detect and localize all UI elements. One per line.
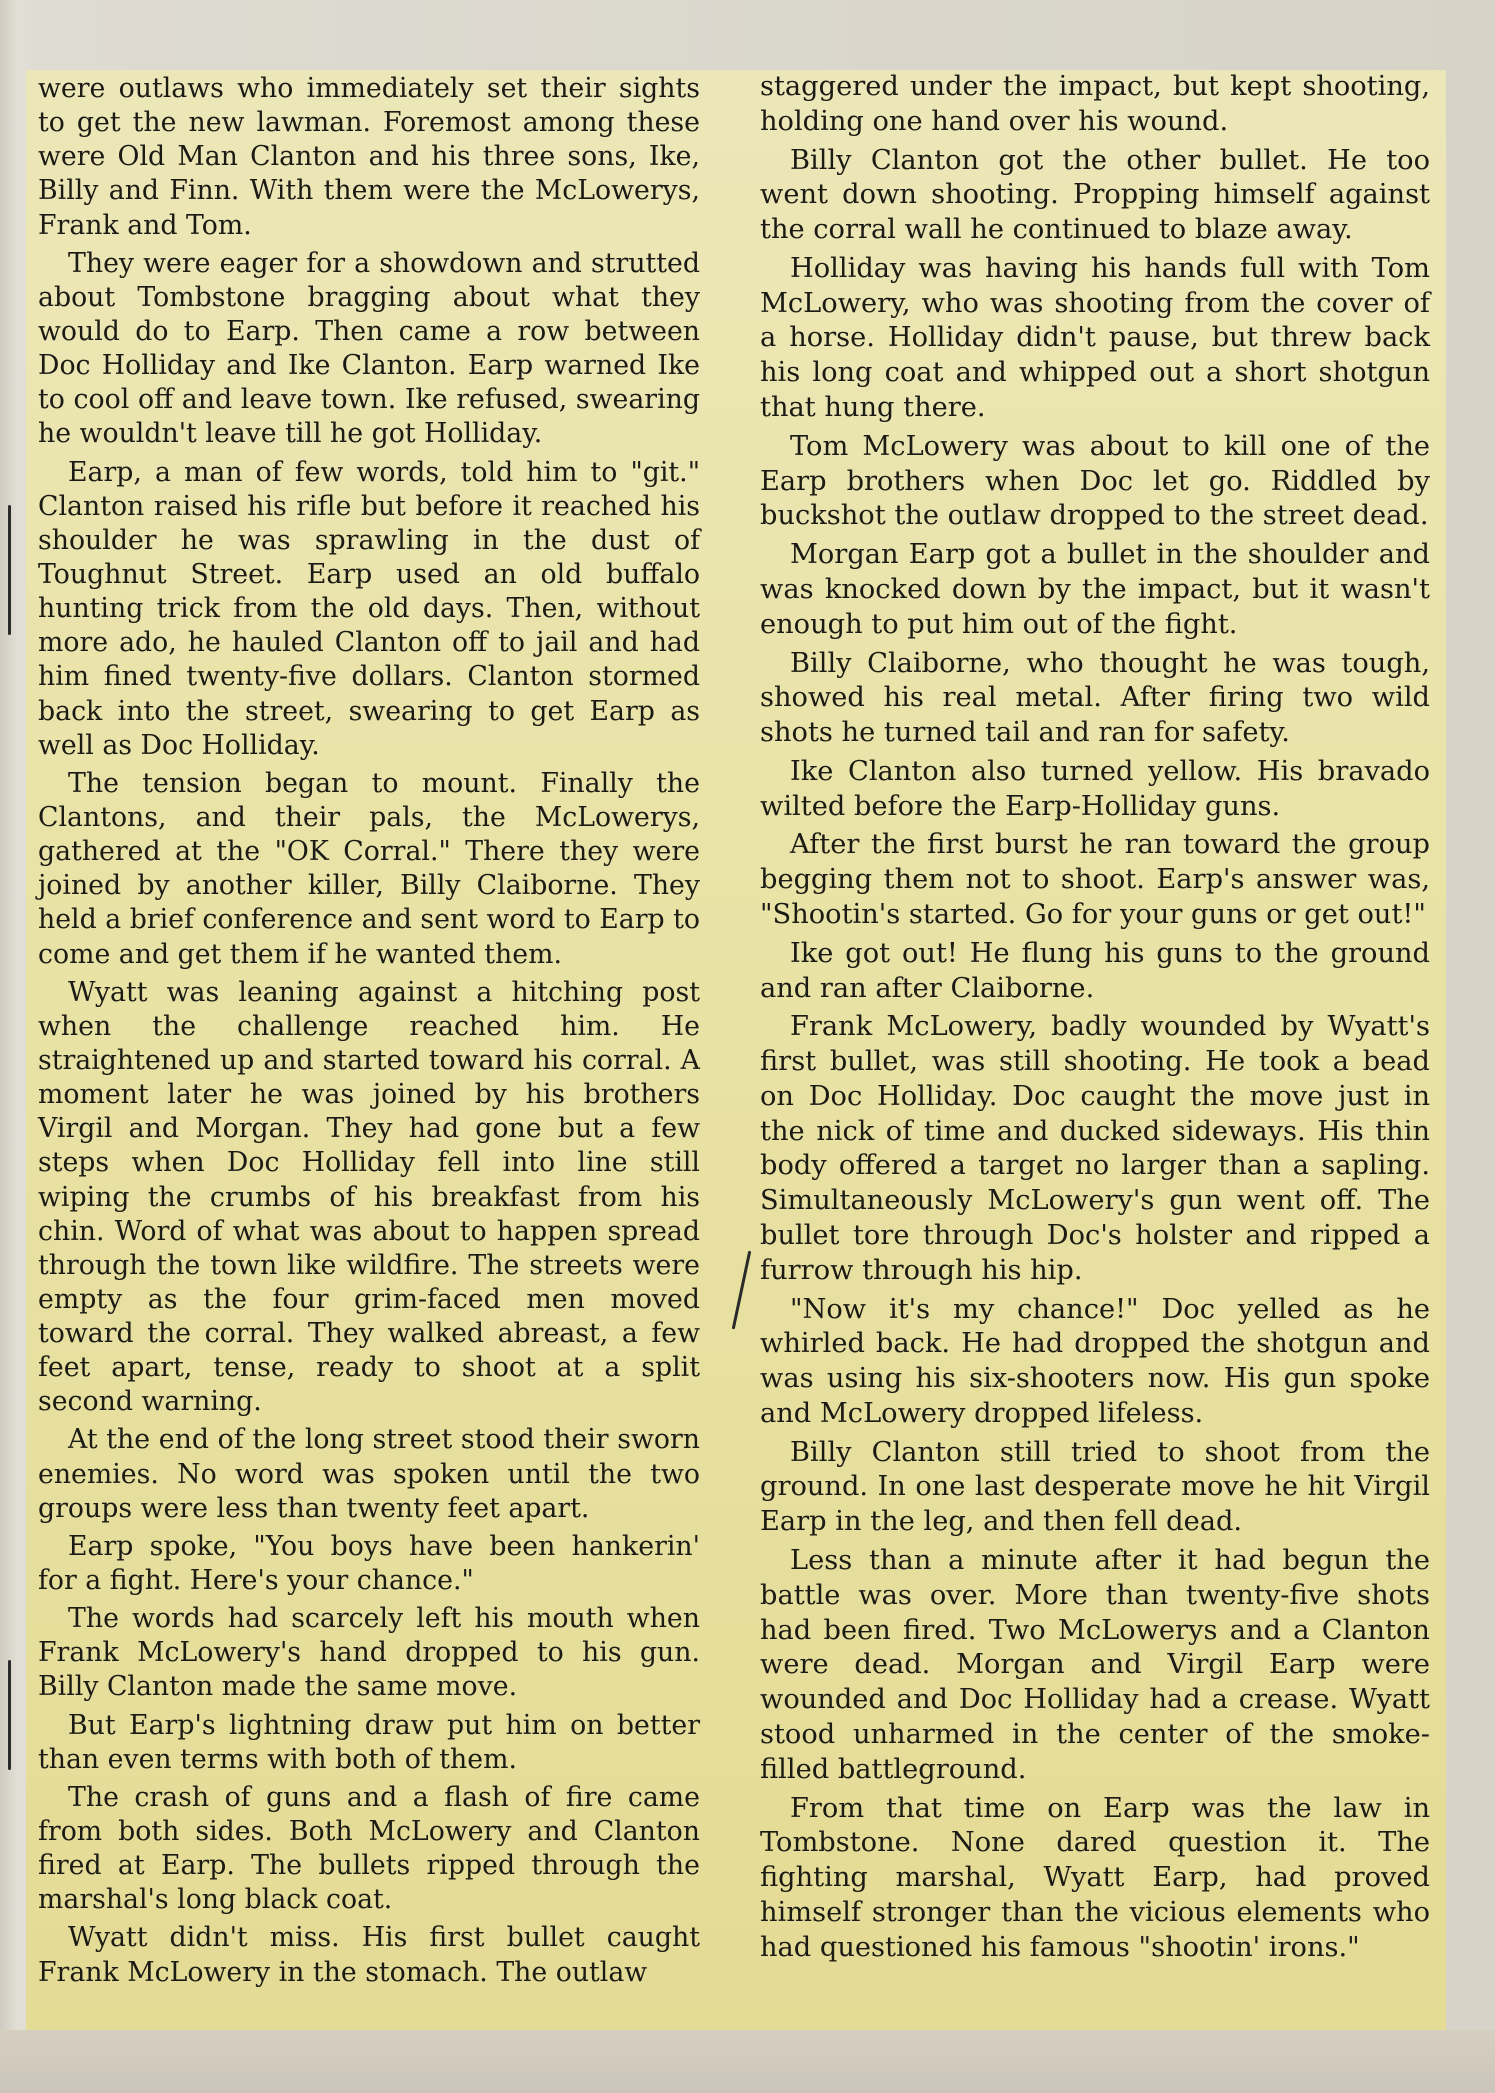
- paragraph: The tension began to mount. Finally the Clantons, and their pals, the McLowerys, gathered at the "OK Corral." There they were joined by another killer, Billy Claiborne. They held a brief conference and sent word to Earp to come and get them if he wanted them.: [38, 767, 700, 970]
- paragraph: Ike got out! He flung his guns to the ground and ran after Claiborne.: [760, 937, 1430, 1004]
- page-bottom-edge: [0, 2030, 1495, 2093]
- paragraph: Morgan Earp got a bullet in the shoulder and was knocked down by the impact, but it wasn't enough to put him out of the fight.: [760, 539, 1430, 640]
- left-text-column: [38, 72, 700, 1990]
- paragraph: Billy Clanton still tried to shoot from the ground. In one last desperate move he hit Virgil Earp in the leg, and then fell dead.: [760, 1436, 1430, 1538]
- paragraph: Wyatt was leaning against a hitching post when the challenge reached him. He straightened up and started toward his corral. A moment later he was joined by his brothers Virgil and Morgan. They had gone but a few steps when Doc Holliday fell into line still wiping the crumbs of his breakfast from his chin. Word of what was about to happen spread through the town like wildfire. The streets were empty as the four grim-faced men moved toward the corral. They walked abreast, a few feet apart, tense, ready to shoot at a split second warning.: [38, 976, 700, 1418]
- paragraph: Wyatt didn't miss. His first bullet caught Frank McLowery in the stomach. The outlaw: [38, 1922, 700, 1988]
- paragraph: They were eager for a showdown and strutted about Tombstone bragging about what they would do to Earp. Then came a row between Doc Holliday and Ike Clanton. Earp warned Ike to cool off and leave town. Ike refused, swearing he wouldn't leave till he got Holliday.: [38, 247, 700, 450]
- paragraph: Earp spoke, "You boys have been hankerin' for a fight. Here's your chance.": [38, 1530, 700, 1597]
- paragraph: Less than a minute after it had begun the battle was over. More than twenty-five shots had been fired. Two McLowerys and a Clanton were dead. Morgan and Virgil Earp were wounded and Doc Holliday had a crease. Wyatt stood unharmed in the center of the smoke-filled battleground.: [760, 1545, 1430, 1785]
- paragraph: From that time on Earp was the law in Tombstone. None dared question it. The fighting marshal, Wyatt Earp, had proved himself stronger than the vicious elements who had questioned his famous "shootin' irons.": [760, 1792, 1430, 1963]
- paragraph: Frank McLowery, badly wounded by Wyatt's first bullet, was still shooting. He took a bead on Doc Holliday. Doc caught the move just in the nick of time and ducked sideways. His thin body offered a target no larger than a sapling. Simultaneously McLowery's gun went off. The bullet tore through Doc's holster and ripped a furrow through his hip.: [760, 1011, 1430, 1286]
- paragraph: Holliday was having his hands full with Tom McLowery, who was shooting from the cover of a horse. Holliday didn't pause, but threw back his long coat and whipped out a short shotgun that hung there.: [760, 252, 1430, 424]
- paragraph: The crash of guns and a flash of fire came from both sides. Both McLowery and Clanton fired at Earp. The bullets ripped through the marshal's long black coat.: [38, 1781, 700, 1916]
- paragraph: After the first burst he ran toward the group begging them not to shoot. Earp's answer was, "Shootin's started. Go for your guns or get out!": [760, 829, 1430, 930]
- right-text-column: [760, 70, 1430, 1965]
- paragraph: At the end of the long street stood their sworn enemies. No word was spoken until the two groups were less than twenty feet apart.: [38, 1424, 700, 1524]
- paragraph: Billy Clanton got the other bullet. He too went down shooting. Propping himself against the corral wall he continued to blaze away.: [760, 144, 1430, 246]
- paragraph: were outlaws who immediately set their sights to get the new lawman. Foremost among these were Old Man Clanton and his three sons, Ike, Billy and Finn. With them were the McLowerys, Frank and Tom.: [38, 73, 700, 241]
- binding-mark: [8, 505, 11, 635]
- paragraph: staggered under the impact, but kept shooting, holding one hand over his wound.: [760, 71, 1430, 137]
- binding-mark: [8, 1660, 11, 1770]
- paragraph: Tom McLowery was about to kill one of the Earp brothers when Doc let go. Riddled by buckshot the outlaw dropped to the street dead.: [760, 430, 1430, 532]
- paragraph: But Earp's lightning draw put him on better than even terms with both of them.: [38, 1709, 700, 1775]
- paragraph: Ike Clanton also turned yellow. His bravado wilted before the Earp-Holliday guns.: [760, 755, 1430, 822]
- paragraph: The words had scarcely left his mouth when Frank McLowery's hand dropped to his gun. Billy Clanton made the same move.: [38, 1603, 700, 1703]
- paragraph: Billy Claiborne, who thought he was tough, showed his real metal. After firing two wild shots he turned tail and ran for safety.: [760, 647, 1430, 749]
- paragraph: "Now it's my chance!" Doc yelled as he whirled back. He had dropped the shotgun and was using his six-shooters now. His gun spoke and McLowery dropped lifeless.: [760, 1293, 1430, 1429]
- paragraph: Earp, a man of few words, told him to "git." Clanton raised his rifle but before it reached his shoulder he was sprawling in the dust of Toughnut Street. Earp used an old buffalo hunting trick from the old days. Then, without more ado, he hauled Clanton off to jail and had him fined twenty-five dollars. Clanton stormed back into the street, swearing to get Earp as well as Doc Holliday.: [38, 456, 700, 761]
